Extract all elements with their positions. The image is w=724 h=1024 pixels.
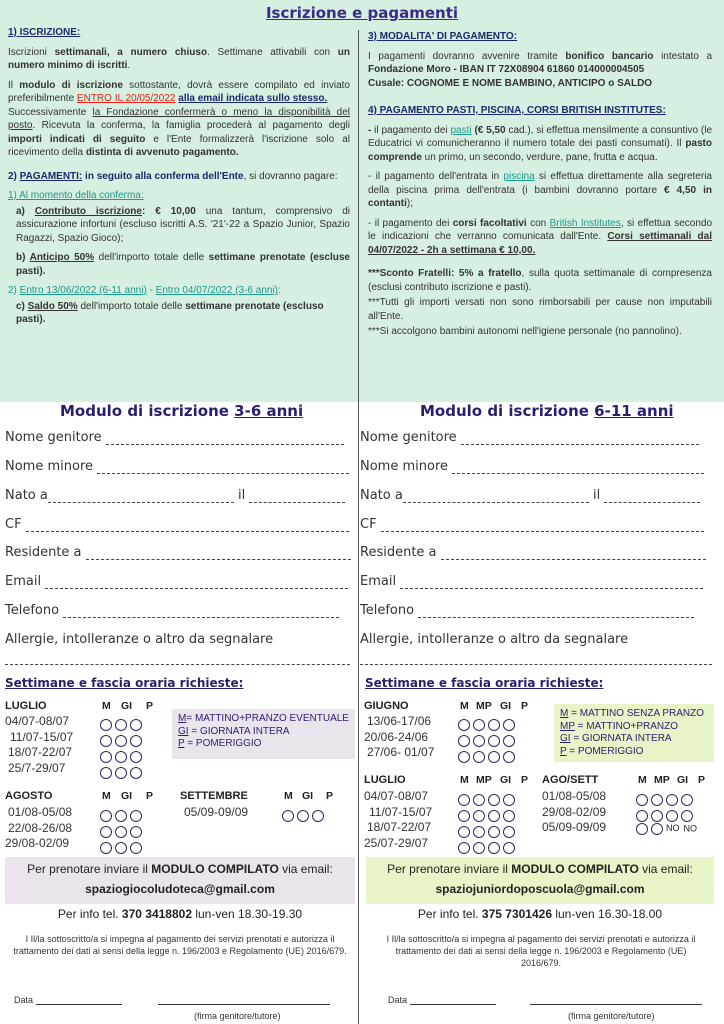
giugno-w2-options-6-11[interactable]: [458, 732, 518, 748]
send-box-6-11: [366, 857, 714, 904]
col-m-ago-3-6: M: [102, 790, 111, 802]
modalita-paragraph: I pagamenti dovranno avvenire tramite bonifico bancario intestato a Fondazione Moro - IBAN IT 72X08904 61860 014000004505 Cusale: COGNOME E NOME BAMBINO, ANTICIPO o SALDO: [368, 50, 713, 89]
settembre-w1-options-3-6[interactable]: [282, 807, 327, 823]
section-pasti-title: 4) PAGAMENTO PASTI, PISCINA, CORSI BRITISH INSTITUTES:: [368, 105, 666, 116]
settimane-title-6-11: Settimane e fascia oraria richieste:: [365, 676, 604, 690]
agosto-dates-3-6: [5, 805, 72, 852]
agosto-w3-options-3-6[interactable]: [100, 839, 145, 855]
option-m[interactable]: [282, 810, 294, 822]
option-m[interactable]: [458, 751, 470, 763]
option-mp[interactable]: [473, 810, 485, 822]
option-p[interactable]: [503, 794, 515, 806]
cf-field-6-11[interactable]: CF: [360, 517, 704, 532]
info-phone-3-6: Per info tel. 370 3418802 lun-ven 18.30-19.30: [57, 907, 303, 921]
luglio-label-6-11: LUGLIO: [364, 774, 406, 786]
option-m[interactable]: [100, 826, 112, 838]
giugno-label-6-11: GIUGNO: [364, 700, 409, 712]
section-iscrizione-title: 1) ISCRIZIONE:: [8, 27, 81, 38]
agosto-label-3-6: AGOSTO: [5, 790, 53, 802]
col-p-ago-3-6: P: [146, 790, 154, 802]
week-row: 25/07-29/07: [364, 835, 429, 850]
agosto-w1-options-3-6[interactable]: [100, 807, 145, 823]
option-mp[interactable]: [473, 735, 485, 747]
week-row: 05/09-09/09: [184, 805, 249, 819]
luglio-w2-options-6-11[interactable]: [458, 807, 518, 823]
email-address-3-6[interactable]: spaziogiocoludoteca@gmail.com: [85, 882, 275, 896]
week-row: 20/06-24/06: [364, 729, 429, 744]
agosett-w3-options-6-11[interactable]: [636, 823, 697, 839]
signature-label-3-6: (firma genitore/tutore): [194, 1011, 281, 1021]
week-row: 11/07-15/07: [10, 729, 74, 744]
option-gi[interactable]: [115, 826, 127, 838]
option-gi[interactable]: [115, 735, 127, 747]
luglio-w1-options-3-6[interactable]: [100, 716, 145, 732]
option-mp[interactable]: [473, 826, 485, 838]
agosett-dates-6-11: [542, 789, 606, 836]
luglio-w4-options-3-6[interactable]: [100, 764, 145, 780]
option-mp[interactable]: [473, 719, 485, 731]
payment-item-c: c) Saldo 50% dell'importo totale delle settimane prenotate (escluso pasti).: [16, 300, 324, 325]
option-gi[interactable]: [488, 826, 500, 838]
option-gi[interactable]: [297, 810, 309, 822]
option-p[interactable]: [130, 735, 142, 747]
option-m[interactable]: [458, 810, 470, 822]
option-m[interactable]: [458, 735, 470, 747]
option-p[interactable]: [503, 735, 515, 747]
form-3-6-title: Modulo di iscrizione 3-6 anni: [60, 402, 304, 420]
option-p[interactable]: [130, 719, 142, 731]
option-gi[interactable]: [666, 810, 678, 822]
iscrizione-paragraph-1: Iscrizioni settimanali, a numero chiuso. Settimane attivabili con un numero minimo di iscritti.: [8, 46, 351, 71]
option-m[interactable]: [100, 842, 112, 854]
col-m-ago-6-11: M: [638, 774, 647, 786]
col-gi-ago-3-6: GI: [121, 790, 133, 802]
info-phone-6-11: Per info tel. 375 7301426 lun-ven 16.30-18.00: [417, 907, 663, 921]
week-row: 25/7-29/07: [8, 760, 66, 775]
col-p-lug-6-11: P: [521, 774, 529, 786]
form-6-11-title: Modulo di iscrizione 6-11 anni: [420, 402, 674, 420]
option-p[interactable]: [130, 826, 142, 838]
email-field-3-6[interactable]: Email: [5, 574, 348, 589]
week-row: 01/08-05/08: [542, 789, 607, 803]
option-p-unavailable: NO: [683, 823, 697, 834]
section-pagamenti-title: 2) PAGAMENTI: in seguito alla conferma dell'Ente, si dovranno pagare:: [8, 170, 338, 182]
payment-item-a: a) Contributo iscrizione: € 10,00 una tantum, comprensivo di assicurazione infortuni (escluso iscritti A.S. '21'-22 a Spazio Junior, Spazio Ragazzi, Spazio Gioco);: [16, 205, 350, 244]
option-mp[interactable]: [651, 794, 663, 806]
week-row: 18/07-22/07: [8, 745, 73, 759]
legend-6-11: M = MATTINO SENZA PRANZO MP = MATTINO+PRANZO GI = GIORNATA INTERA P = POMERIGGIO: [554, 704, 714, 762]
option-gi[interactable]: [666, 794, 678, 806]
luglio-w4-options-6-11[interactable]: [458, 839, 518, 855]
residente-field-6-11[interactable]: Residente a: [360, 545, 706, 560]
col-p-set-3-6: P: [326, 790, 334, 802]
payment-step-2: 2) Entro 13/06/2022 (6-11 anni) - Entro 04/07/2022 (3-6 anni):: [8, 285, 281, 296]
option-gi[interactable]: [115, 842, 127, 854]
col-m-6-11: M: [460, 700, 469, 712]
option-gi[interactable]: [488, 719, 500, 731]
info-right-column: [368, 30, 712, 345]
option-gi[interactable]: [115, 767, 127, 779]
luglio-w2-options-3-6[interactable]: [100, 732, 145, 748]
col-m-lug-6-11: M: [460, 774, 469, 786]
giugno-w3-options-6-11[interactable]: [458, 748, 518, 764]
luglio-label-3-6: LUGLIO: [5, 700, 47, 712]
nato-a-field-6-11[interactable]: Nato a il: [360, 488, 700, 503]
agosett-w2-options-6-11[interactable]: [636, 807, 696, 823]
col-m-set-3-6: M: [284, 790, 293, 802]
agosett-w1-options-6-11[interactable]: [636, 791, 696, 807]
info-left-column: [8, 26, 350, 333]
option-p[interactable]: [130, 751, 142, 763]
option-p[interactable]: [503, 826, 515, 838]
nato-a-field-3-6[interactable]: Nato a il: [5, 488, 345, 503]
option-gi[interactable]: [488, 751, 500, 763]
option-mp[interactable]: [473, 751, 485, 763]
col-mp-ago-6-11: MP: [654, 774, 670, 786]
option-p[interactable]: [130, 767, 142, 779]
option-m[interactable]: [458, 719, 470, 731]
signature-label-6-11: (firma genitore/tutore): [568, 1011, 655, 1021]
pasti-paragraph: - il pagamento dei pasti (€ 5,50 cad.), si effettua mensilmente a consuntivo (le Educatrici vi comunicheranno il numero totale dei pasti consumati). Il pasto comprende un primo, un secondo, verdure, pane, frutta e acqua.: [368, 124, 713, 163]
allergie-line-3-6[interactable]: [5, 650, 350, 665]
luglio-w1-options-6-11[interactable]: [458, 791, 518, 807]
week-row: 29/08-02/09: [5, 836, 70, 850]
option-gi[interactable]: [115, 719, 127, 731]
signature-line-3-6[interactable]: [158, 995, 330, 1005]
week-row: 13/06-17/06: [367, 714, 432, 728]
option-m[interactable]: [100, 810, 112, 822]
agosto-w2-options-3-6[interactable]: [100, 823, 145, 839]
option-p[interactable]: [503, 719, 515, 731]
payment-step-1: 1) Al momento della conferma:: [8, 190, 144, 201]
legend-3-6: M= MATTINO+PRANZO EVENTUALE GI = GIORNATA INTERA P = POMERIGGIO: [172, 709, 355, 759]
option-m[interactable]: [458, 794, 470, 806]
col-p-6-11: P: [521, 700, 529, 712]
consent-text-3-6: I Il/la sottoscritto/a si impegna al pagamento dei servizi prenotati e autorizza il trattamento dei dati ai sensi della legge n. 196/2003 e Regolamento (UE) 2016/679.: [13, 934, 347, 956]
send-box-3-6: [5, 857, 355, 904]
giugno-dates-6-11: [364, 714, 434, 761]
col-gi-6-11: GI: [500, 700, 512, 712]
allergie-field-3-6[interactable]: Allergie, intolleranze o altro da segnalare: [5, 632, 274, 647]
allergie-field-6-11[interactable]: Allergie, intolleranze o altro da segnalare: [360, 632, 629, 647]
payment-item-b: b) Anticipo 50% dell'importo totale delle settimane prenotate (escluse pasti).: [16, 252, 350, 277]
week-row: 27/06- 01/07: [367, 745, 435, 759]
option-gi[interactable]: [488, 735, 500, 747]
date-field-6-11[interactable]: Data: [388, 995, 496, 1005]
week-row: 18/07-22/07: [367, 820, 432, 834]
option-gi[interactable]: [488, 810, 500, 822]
send-instruction-3-6: Per prenotare inviare il MODULO COMPILATO via email:: [27, 862, 333, 876]
option-mp[interactable]: [651, 810, 663, 822]
settimane-title-3-6: Settimane e fascia oraria richieste:: [5, 676, 244, 690]
nome-minore-field-6-11[interactable]: Nome minore: [360, 459, 704, 474]
option-gi[interactable]: [115, 751, 127, 763]
col-m-3-6: M: [102, 700, 111, 712]
telefono-field-3-6[interactable]: Telefono: [5, 603, 339, 618]
option-gi[interactable]: [488, 794, 500, 806]
col-gi-ago-6-11: GI: [677, 774, 689, 786]
luglio-w3-options-6-11[interactable]: [458, 823, 518, 839]
option-m[interactable]: [458, 842, 470, 854]
option-m[interactable]: [100, 735, 112, 747]
settembre-dates-3-6: [184, 805, 248, 821]
col-mp-lug-6-11: MP: [476, 774, 492, 786]
option-p[interactable]: [503, 810, 515, 822]
luglio-dates-6-11: [364, 789, 432, 851]
week-row: 05/09-09/09: [542, 820, 607, 834]
settembre-label-3-6: SETTEMBRE: [180, 790, 248, 802]
signature-line-6-11[interactable]: [530, 995, 702, 1005]
col-p-3-6: P: [146, 700, 154, 712]
week-row: 04/07-08/07: [364, 789, 429, 803]
luglio-dates-3-6: [5, 714, 73, 776]
send-instruction-6-11: Per prenotare inviare il MODULO COMPILATO via email:: [387, 862, 693, 876]
note-pannolino: ***Si accolgono bambini autonomi nell'igiene personale (no pannolino).: [368, 326, 682, 337]
week-row: 22/08-26/08: [8, 820, 73, 835]
option-mp[interactable]: [473, 842, 485, 854]
agosett-label-6-11: AGO/SETT: [542, 774, 599, 786]
col-gi-set-3-6: GI: [302, 790, 314, 802]
note-sconto: ***Sconto Fratelli: 5% a fratello, sulla quota settimanale di compresenza (esclusi contributo iscrizione e pasti).: [368, 268, 712, 293]
col-p-ago-6-11: P: [698, 774, 706, 786]
email-field-6-11[interactable]: Email: [360, 574, 703, 589]
page-title: Iscrizione e pagamenti: [265, 4, 459, 22]
col-gi-lug-6-11: GI: [500, 774, 512, 786]
option-p[interactable]: [503, 751, 515, 763]
option-p[interactable]: [130, 810, 142, 822]
giugno-w1-options-6-11[interactable]: [458, 716, 518, 732]
option-m[interactable]: [100, 767, 112, 779]
week-row: 04/07-08/07: [5, 714, 70, 728]
column-divider: [358, 30, 359, 1024]
nome-minore-field-3-6[interactable]: Nome minore: [5, 459, 349, 474]
option-p[interactable]: [681, 810, 693, 822]
option-m[interactable]: [100, 719, 112, 731]
option-p[interactable]: [130, 842, 142, 854]
luglio-w3-options-3-6[interactable]: [100, 748, 145, 764]
col-mp-6-11: MP: [476, 700, 492, 712]
week-row: 01/08-05/08: [8, 805, 73, 819]
option-gi[interactable]: [115, 810, 127, 822]
residente-field-3-6[interactable]: Residente a: [5, 545, 351, 560]
option-m[interactable]: [458, 826, 470, 838]
iscrizione-paragraph-2: Il modulo di iscrizione sottostante, dovrà essere compilato ed inviato preferibilmente ENTRO IL 20/05/2022 alla email indicata sullo stesso.: [8, 79, 350, 104]
corsi-paragraph: - il pagamento dei corsi facoltativi con British Institutes, si effettua secondo le indicazioni che verranno comunicata dall'Ente. Corsi settimanali dal 04/07/2022 - 2h a settimana € 10,00.: [368, 217, 713, 256]
option-gi-unavailable: NO: [666, 823, 680, 834]
date-field-3-6[interactable]: Data: [14, 995, 122, 1005]
telefono-field-6-11[interactable]: Telefono: [360, 603, 694, 618]
nome-genitore-field-3-6[interactable]: Nome genitore: [5, 430, 344, 445]
option-m[interactable]: [100, 751, 112, 763]
section-modalita-title: 3) MODALITA' DI PAGAMENTO:: [368, 31, 518, 42]
iscrizione-paragraph-3: Successivamente la Fondazione confermerà o meno la disponibilità del posto. Ricevuta la conferma, la famiglia procederà al pagamento degli importi indicati di seguito e l'Ente formalizzerà l'iscrizione solo al ricevimento della distinta di avvenuto pagamento.: [8, 106, 350, 158]
option-m[interactable]: [636, 823, 648, 835]
email-address-6-11[interactable]: spaziojuniordoposcuola@gmail.com: [435, 882, 645, 896]
option-p[interactable]: [312, 810, 324, 822]
option-p[interactable]: [681, 794, 693, 806]
option-p[interactable]: [503, 842, 515, 854]
consent-text-6-11: I Il/la sottoscritto/a si impegna al pagamento dei servizi prenotati e autorizza il trattamento dei dati ai sensi della legge n. 196/2003 e Regolamento (UE) 2016/679.: [386, 934, 696, 968]
piscina-paragraph: - il pagamento dell'entrata in piscina si effettua direttamente alla segreteria della piscina prima dell'entrata (i bambini dovranno portare € 4,50 in contanti);: [368, 171, 712, 209]
allergie-line-6-11[interactable]: [360, 650, 712, 665]
note-rimborsi: ***Tutti gli importi versati non sono rimborsabili per cause non imputabili all'Ente.: [368, 297, 712, 322]
nome-genitore-field-6-11[interactable]: Nome genitore: [360, 430, 699, 445]
option-m[interactable]: [636, 810, 648, 822]
option-mp[interactable]: [473, 794, 485, 806]
cf-field-3-6[interactable]: CF: [5, 517, 349, 532]
option-gi[interactable]: [488, 842, 500, 854]
option-m[interactable]: [636, 794, 648, 806]
week-row: 11/07-15/07: [369, 804, 433, 819]
col-gi-3-6: GI: [121, 700, 133, 712]
option-mp[interactable]: [651, 823, 663, 835]
week-row: 29/08-02/09: [542, 804, 607, 819]
